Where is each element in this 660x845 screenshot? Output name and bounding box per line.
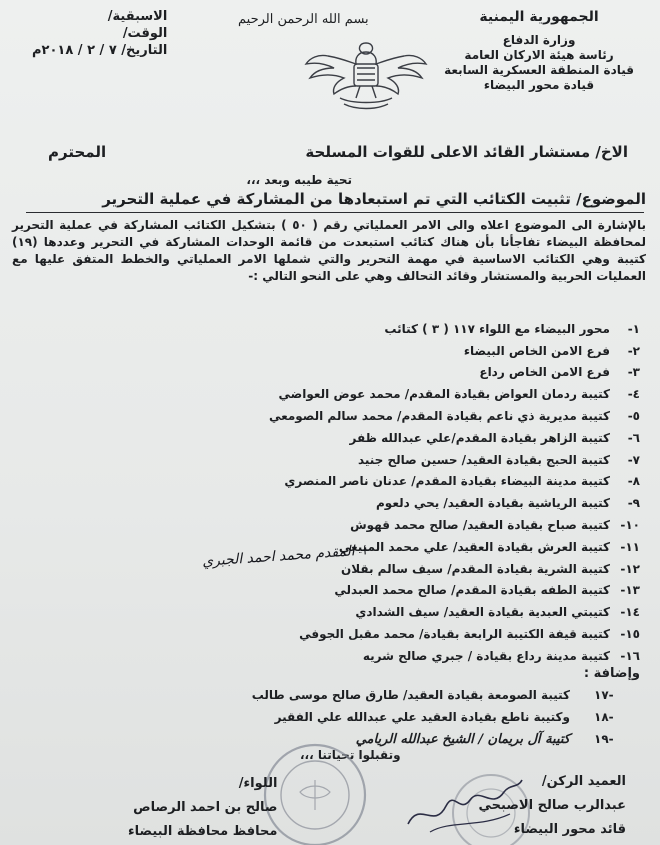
item-text: كتيبة مدينة البيضاء بقيادة المقدم/ عدنان ناصر المنصري	[284, 474, 610, 489]
handwritten-note: + المقدم محمد احمد الجبري	[201, 542, 372, 570]
date-field: التاريخ/ ٧ / ٢ / ٢٠١٨م	[32, 43, 168, 58]
item-text: كتيبة الصومعة بقيادة العقيد/ طارق صالح موسى طالب	[251, 688, 570, 702]
item-text: كتيبة صباح بقيادة العقيد/ صالح محمد قهوش	[350, 518, 610, 533]
subject-line: الموضوع/ تثبيت الكتائب التي تم استبعادها من المشاركة في عملية التحرير	[102, 190, 646, 208]
list-item	[80, 514, 640, 536]
item-text: كتيبة مديرية ذي ناعم بقيادة المقدم/ محمد سالم الصومعي	[268, 409, 610, 424]
signer-name: صالح بن احمد الرصاص	[133, 800, 278, 815]
list-item	[80, 427, 640, 449]
item-number: ١٦-	[620, 648, 640, 663]
priority-field: الاسبقية/	[107, 9, 168, 24]
list-item	[80, 362, 640, 384]
item-number: ١٣-	[620, 583, 640, 598]
additions-title: وإضافة :	[583, 666, 640, 681]
item-text: كتيبة الطفه بقيادة المقدم/ صالح محمد العبدلي	[334, 583, 610, 598]
item-number: ٥-	[627, 409, 640, 424]
list-item	[80, 645, 640, 667]
honorific: المحترم	[48, 143, 107, 161]
ministry-name: وزارة الدفاع	[502, 33, 576, 47]
item-number: ١٤-	[620, 605, 640, 620]
country-name: الجمهورية اليمنية	[479, 9, 599, 25]
signer-rank: اللواء/	[238, 776, 278, 791]
item-number: ٢-	[627, 343, 640, 358]
item-text: وكتيبة ناطع بقيادة العقيد علي عبدالله علي الفقير	[274, 710, 570, 724]
item-text: كتيبة الرياشية بقيادة العقيد/ يحي دلعوم	[376, 496, 610, 511]
list-item	[80, 383, 640, 405]
list-item	[80, 405, 640, 427]
item-text: كتيبة العرش بقيادة العقيد/ علي محمد المنيعي	[338, 539, 610, 554]
item-text: كتيبة ردمان العواض بقيادة المقدم/ محمد عوض العواضي	[278, 387, 610, 402]
staff-name: رئاسة هيئة الاركان العامة	[464, 48, 614, 62]
letter-meta	[32, 8, 167, 59]
sender-header	[444, 10, 634, 93]
region-name: قيادة المنطقة العسكرية السابعة	[444, 63, 634, 77]
list-item	[80, 558, 640, 580]
list-item	[80, 580, 640, 602]
item-number: ٣-	[627, 365, 640, 380]
signer-rank: العميد الركن/	[541, 774, 626, 789]
signature-block-right	[479, 770, 626, 842]
list-item	[74, 706, 634, 728]
item-text: كتيبة قيفة الكتيبة الرابعة بقيادة/ محمد مقبل الجوفي	[299, 627, 610, 642]
item-number: ٦-	[627, 430, 640, 445]
signer-title: قائد محور البيضاء	[513, 822, 626, 837]
item-number: -١٩	[594, 732, 614, 746]
list-item	[80, 601, 640, 623]
list-item	[74, 684, 634, 706]
list-item	[80, 318, 640, 340]
list-item	[80, 471, 640, 493]
item-text: كتيبة الزاهر بقيادة المقدم/علي عبدالله ظفر	[349, 430, 610, 445]
item-number: ١-	[627, 321, 640, 336]
item-text: كتيبة آل بريمان / الشيخ عبدالله الريامي	[355, 731, 570, 747]
closing-line: وتقبلوا تحياتنا ،،،	[300, 748, 401, 762]
greeting: تحية طيبه وبعد ،،،	[246, 173, 352, 187]
item-number: ١١-	[620, 539, 640, 554]
body-paragraph: بالإشارة الى الموضوع اعلاه والى الامر العملياتي رقم ( ٥٠ ) بتشكيل الكتائب المشاركة في عملية التحرير لمحافظة البيضاء تفاجأنا بأن هناك كتائب استبعدت من قائمة الوحدات المشاركة في التحرير وعددها (١٩) كتيبة وهي الكتائب الاساسية في مهمة التحرير والتي شملها الامر العملياتي والخطط المتفق عليها مع العمليات الحربية والمستشار وقائد التحالف وهي على النحو التالي :-	[12, 218, 646, 283]
item-number: ١٠-	[620, 518, 640, 533]
axis-name: قيادة محور البيضاء	[483, 78, 595, 92]
units-list	[80, 318, 640, 667]
item-text: كتيبتي العبدية بقيادة العقيد/ سيف الشدادي	[355, 605, 610, 620]
item-number: ٩-	[627, 496, 640, 511]
item-text: فرع الامن الخاص البيضاء	[463, 343, 610, 358]
item-number: ٧-	[627, 452, 640, 467]
item-text: كتيبة الشرية بقيادة المقدم/ سيف سالم بقلان	[340, 561, 610, 576]
basmala: بسم الله الرحمن الرحيم	[238, 12, 369, 27]
list-item	[80, 449, 640, 471]
signature-block-left	[128, 772, 277, 844]
signer-name: عبدالرب صالح الاصبحي	[478, 798, 626, 813]
addressee: الاخ/ مستشار القائد الاعلى للقوات المسلحة	[305, 143, 628, 161]
item-text: كتيبة الحبج بقيادة العقيد/ حسين صالح جنيد	[357, 452, 610, 467]
list-item	[80, 623, 640, 645]
item-text: كتيبة مدينة رداع بقيادة / جبري صالح شريه	[362, 648, 610, 663]
item-number: -١٨	[594, 710, 614, 724]
item-number: ٤-	[627, 387, 640, 402]
item-text: محور البيضاء مع اللواء ١١٧ ( ٣ ) كتائب	[384, 321, 610, 336]
eagle-emblem-icon	[300, 38, 432, 116]
time-field: الوقت/	[122, 26, 168, 41]
item-number: -١٧	[594, 688, 614, 702]
item-number: ١٢-	[620, 561, 640, 576]
list-item	[80, 340, 640, 362]
signer-title: محافظ محافظة البيضاء	[128, 824, 278, 839]
item-number: ٨-	[627, 474, 640, 489]
item-text: فرع الامن الخاص رداع	[479, 365, 610, 380]
item-number: ١٥-	[620, 627, 640, 642]
list-item	[80, 492, 640, 514]
subject-underline	[26, 212, 644, 213]
